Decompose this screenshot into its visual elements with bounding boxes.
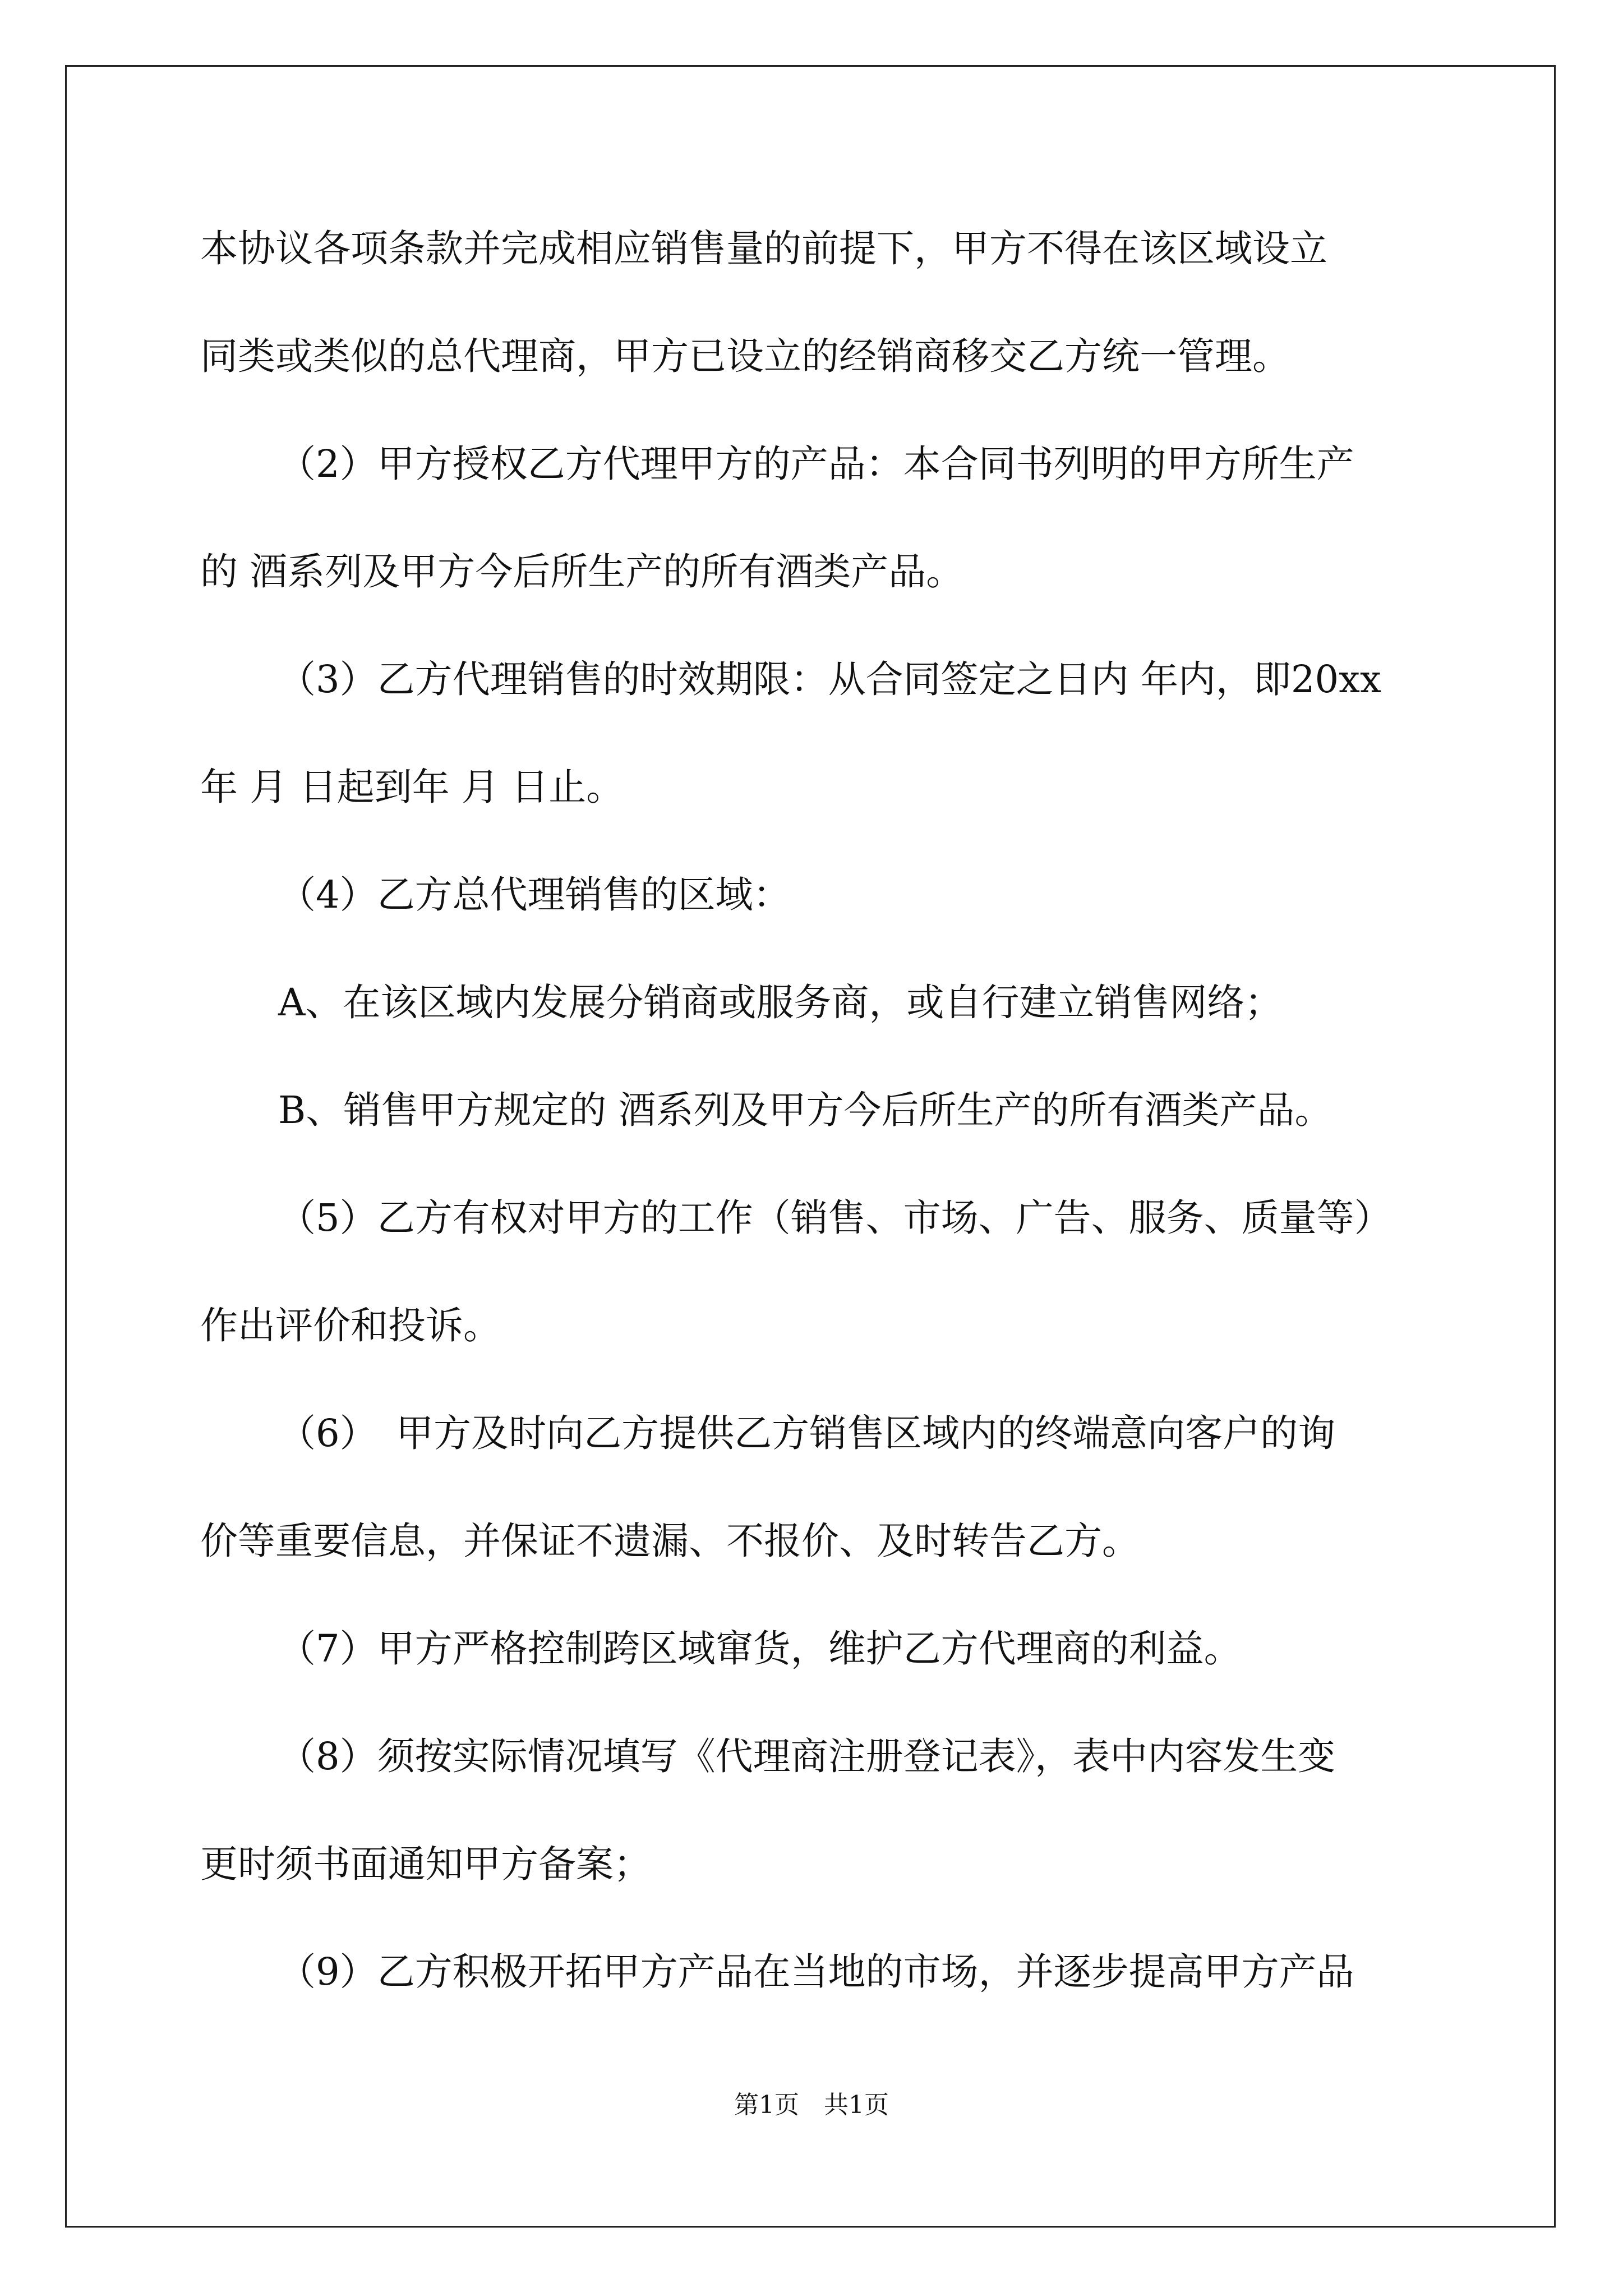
page-footer: 第1页 共1页 — [734, 2091, 889, 2119]
text-line-14: （7）甲方严格控制跨区域窜货，维护乙方代理商的利益。 — [278, 1627, 1242, 1671]
page-border — [65, 65, 1556, 2228]
text-line-1: 本协议各项条款并完成相应销售量的前提下，甲方不得在该区域设立 — [200, 227, 1327, 270]
text-line-8: A、在该区域内发展分销商或服务商，或自行建立销售网络； — [278, 981, 1283, 1024]
text-line-4: 的 酒系列及甲方今后所生产的所有酒类产品。 — [200, 550, 964, 593]
text-line-12: （6） 甲方及时向乙方提供乙方销售区域内的终端意向客户的询 — [278, 1411, 1336, 1455]
text-line-5: （3）乙方代理销售的时效期限：从合同签定之日内 年内，即20xx — [278, 657, 1381, 701]
text-line-10: （5）乙方有权对甲方的工作（销售、市场、广告、服务、质量等） — [278, 1196, 1392, 1240]
text-line-15: （8）须按实际情况填写《代理商注册登记表》，表中内容发生变 — [278, 1734, 1336, 1778]
text-line-13: 价等重要信息，并保证不遗漏、不报价、及时转告乙方。 — [200, 1519, 1140, 1563]
text-line-6: 年 月 日起到年 月 日止。 — [200, 765, 624, 809]
text-line-3: （2）甲方授权乙方代理甲方的产品：本合同书列明的甲方所生产 — [278, 442, 1354, 486]
text-line-17: （9）乙方积极开拓甲方产品在当地的市场，并逐步提高甲方产品 — [278, 1950, 1354, 1994]
text-line-7: （4）乙方总代理销售的区域： — [278, 873, 791, 917]
text-line-9: B、销售甲方规定的 酒系列及甲方今后所生产的所有酒类产品。 — [278, 1088, 1332, 1132]
text-line-16: 更时须书面通知甲方备案； — [200, 1842, 651, 1886]
text-line-11: 作出评价和投诉。 — [200, 1304, 501, 1347]
text-line-2: 同类或类似的总代理商，甲方已设立的经销商移交乙方统一管理。 — [200, 334, 1290, 378]
